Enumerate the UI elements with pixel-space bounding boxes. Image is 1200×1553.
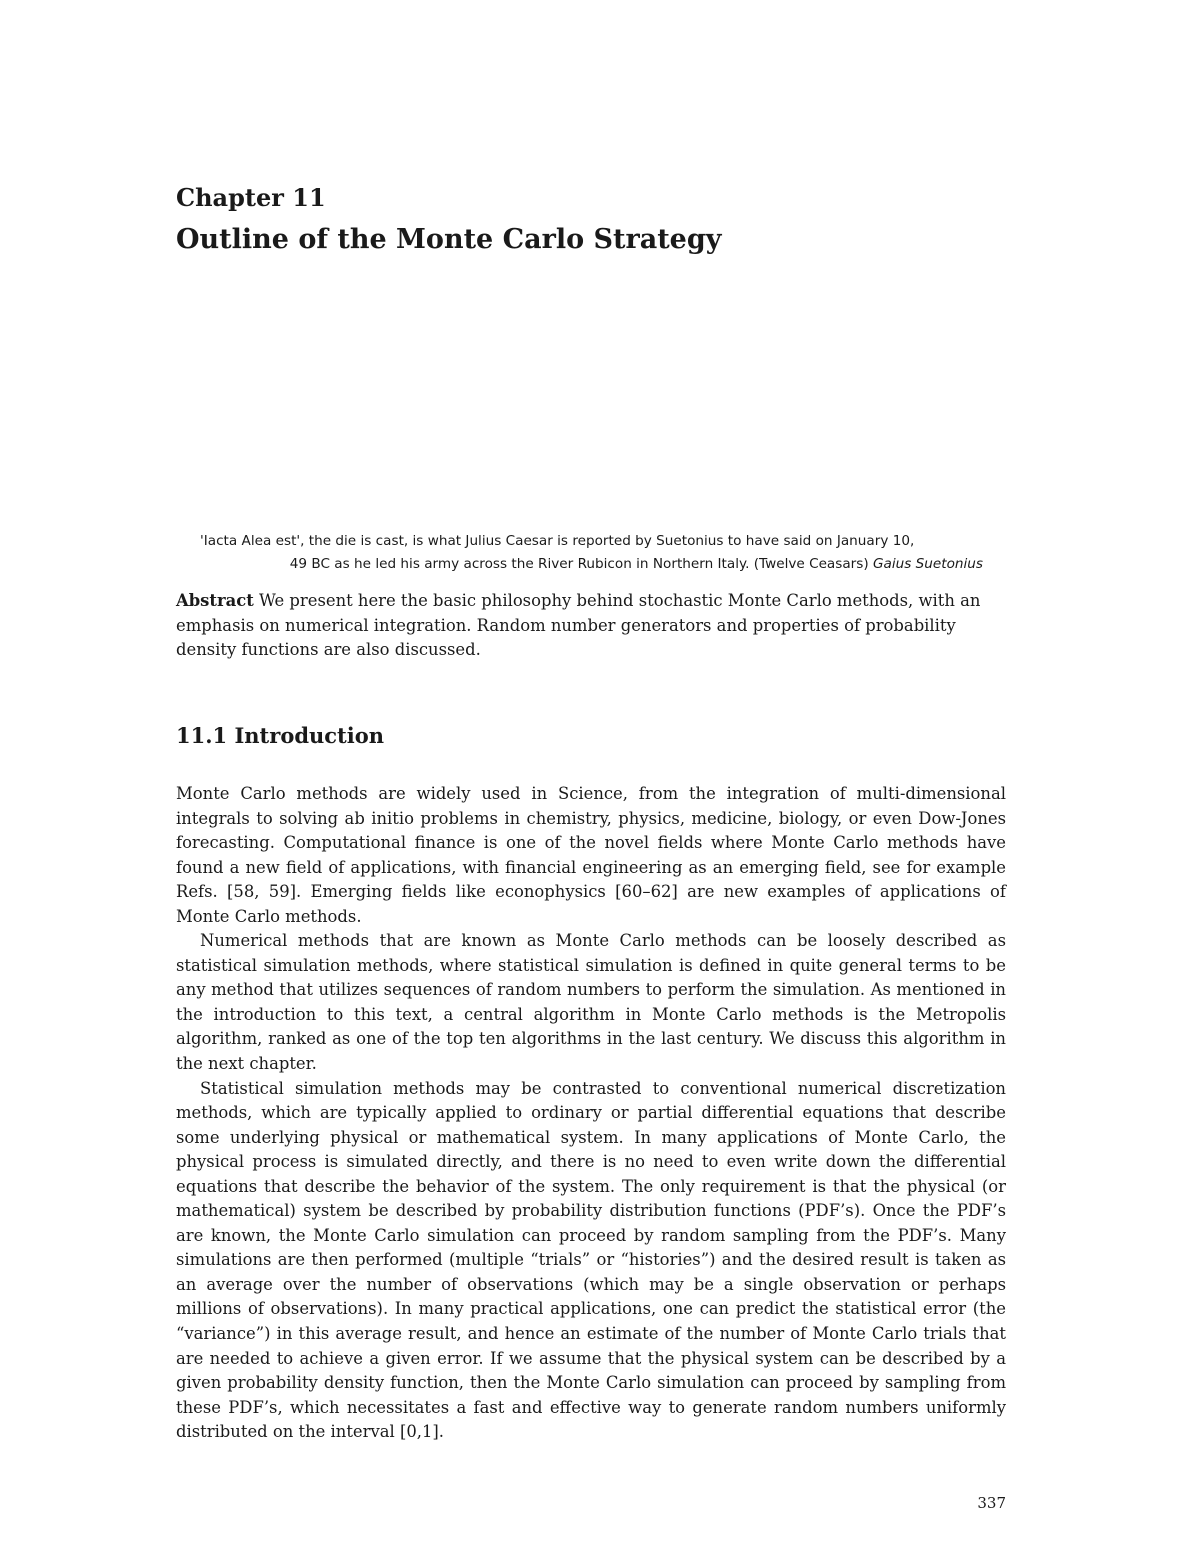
paragraph: Statistical simulation methods may be contrasted to conventional numerical discretization methods, which are typically applied to ordinary or partial differential equations that describe some underlying physical or mathematical system. In many applications of Monte Carlo, the physical process is simulated directly, and there is no need to even write down the differential equations that describe the behavior of the system. The only requirement is that the physical (or mathematical) system be described by probability distribution functions (PDF’s). Once the PDF’s are known, the Monte Carlo simulation can proceed by random sampling from the PDF’s. Many simulations are then performed (multiple “trials” or “histories”) and the desired result is taken as an average over the number of observations (which may be a single observation or perhaps millions of observations). In many practical applications, one can predict the statistical error (the “variance”) in this average result, and hence an estimate of the number of Monte Carlo trials that are needed to achieve a given error. If we assume that the physical system can be described by a given probability density function, then the Monte Carlo simulation can proceed by sampling from these PDF’s, which necessitates a fast and effective way to generate random numbers uniformly distributed on the interval [0,1]. [176,1078,1006,1442]
epigraph-line-2 [200,553,983,576]
epigraph-line-2-text: 49 BC as he led his army across the River Rubicon in Northern Italy. (Twelve Ceasars) [289,556,873,572]
epigraph-author: Gaius Suetonius [872,556,983,572]
page-number: 337 [977,1494,1006,1512]
abstract-text: We present here the basic philosophy behind stochastic Monte Carlo methods, with an emphasis on numerical integration. Random number generators and properties of probability density functions are also discussed. [176,591,981,660]
chapter-label: Chapter 11 [176,183,326,212]
paragraph: Monte Carlo methods are widely used in Science, from the integration of multi-dimensional integrals to solving ab initio problems in chemistry, physics, medicine, biology, or even Dow-Jones forecasting. Computational finance is one of the novel fields where Monte Carlo methods have found a new field of applications, with financial engineering as an emerging field, see for example Refs. [58, 59]. Emerging fields like econophysics [60–62] are new examples of applications of Monte Carlo methods. [176,784,1006,926]
paragraph: Numerical methods that are known as Monte Carlo methods can be loosely described as statistical simulation methods, where statistical simulation is defined in quite general terms to be any method that utilizes sequences of random numbers to perform the simulation. As mentioned in the introduction to this text, a central algorithm in Monte Carlo methods is the Metropolis algorithm, ranked as one of the top ten algorithms in the last century. We discuss this algorithm in the next chapter. [176,931,1006,1074]
abstract [176,589,1006,663]
abstract-label: Abstract [176,591,254,610]
epigraph-line-1: 'Iacta Alea est', the die is cast, is what Julius Caesar is reported by Suetonius to have said on January 10, [200,533,915,549]
epigraph [200,530,1006,576]
chapter-title: Outline of the Monte Carlo Strategy [176,224,722,255]
section-body [176,782,1006,1445]
section-heading: 11.1 Introduction [176,723,385,748]
